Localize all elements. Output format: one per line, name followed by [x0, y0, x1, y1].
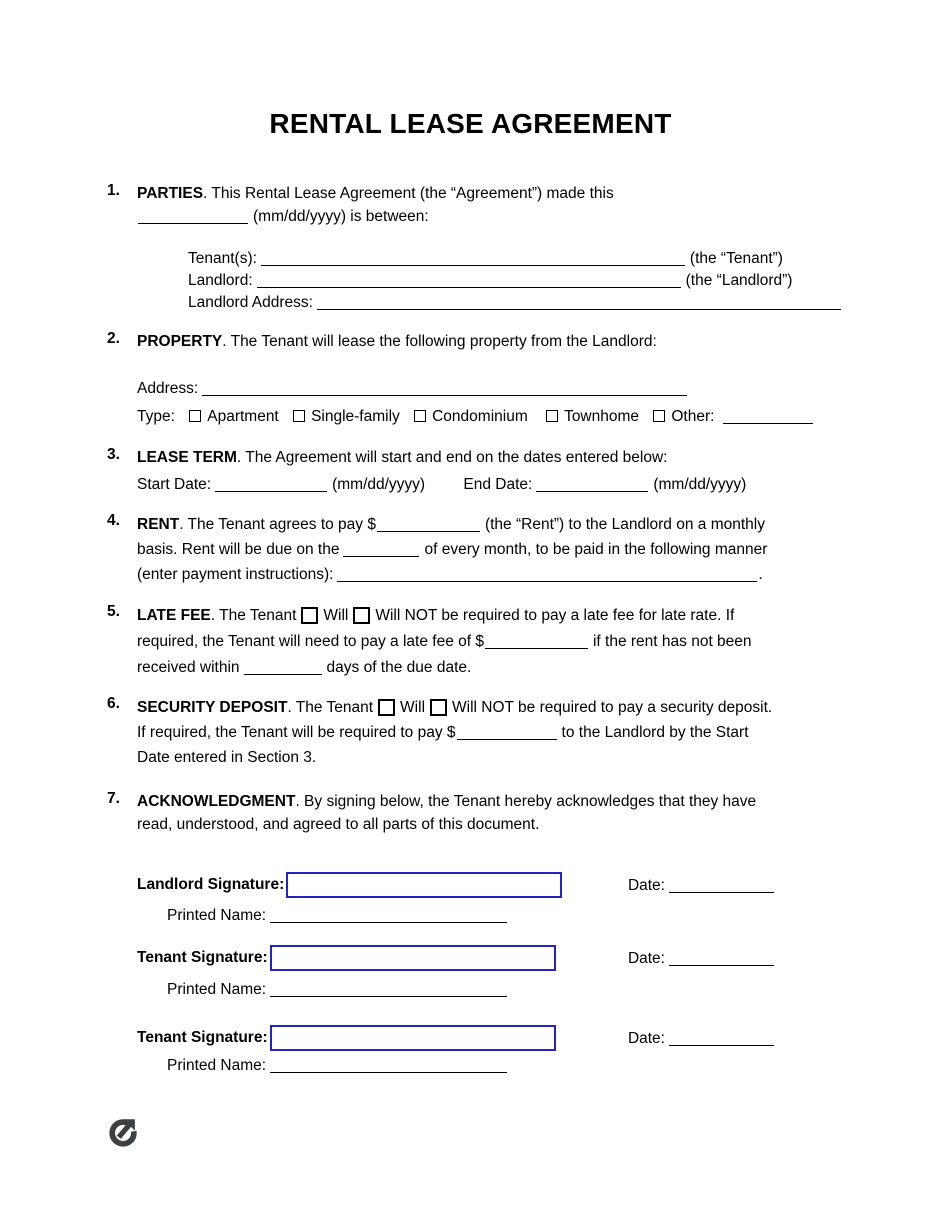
section-heading: RENT — [137, 516, 180, 533]
section-number: 2. — [107, 330, 120, 347]
printed-name-row — [167, 1055, 834, 1077]
deposit-will-label: Will — [400, 699, 426, 716]
end-date-format: (mm/dd/yyyy) — [653, 476, 747, 493]
end-date-label: End Date: — [463, 476, 533, 493]
townhome-checkbox[interactable] — [546, 410, 558, 422]
rent-text: . The Tenant agrees to pay $ — [179, 516, 376, 533]
date-group — [628, 949, 779, 968]
signature-date-blank — [669, 1029, 774, 1046]
type-option-apartment — [189, 408, 279, 425]
parties-fill-block — [188, 248, 846, 314]
townhome-label: Townhome — [564, 408, 640, 425]
section-number: 7. — [107, 790, 120, 807]
tenant-signature-row-1 — [137, 945, 779, 971]
late-fee-line-2 — [137, 629, 834, 655]
tenant-row — [188, 248, 846, 270]
signature-date-blank — [669, 876, 774, 893]
section-security-deposit — [107, 695, 834, 770]
landlord-signature-input[interactable] — [286, 872, 562, 898]
lease-term-text: . The Agreement will start and end on the dates entered below: — [236, 449, 668, 466]
type-option-other — [653, 408, 714, 425]
date-label: Date: — [627, 876, 665, 894]
printed-name-label: Printed Name: — [167, 981, 267, 998]
late-fee-line-3 — [137, 655, 834, 681]
deposit-will-checkbox[interactable] — [378, 699, 395, 716]
tenant-signature-row-2 — [137, 1025, 779, 1051]
deposit-line-3 — [137, 745, 834, 770]
tenant-signature-label: Tenant Signature: — [137, 1029, 268, 1046]
deposit-amount-blank — [457, 723, 557, 740]
rent-text: (enter payment instructions): — [137, 566, 334, 583]
section-heading: LEASE TERM — [137, 449, 237, 466]
property-address-blank — [202, 379, 687, 396]
acknowledgment-line-1 — [137, 790, 834, 813]
lease-dates-row — [137, 473, 834, 496]
section-heading: SECURITY DEPOSIT — [137, 699, 288, 716]
acknowledgment-text: . By signing below, the Tenant hereby acknowledges that they have — [295, 793, 757, 810]
section-parties — [107, 182, 834, 314]
address-label: Address: — [137, 380, 199, 397]
condominium-checkbox[interactable] — [414, 410, 426, 422]
deposit-text: If required, the Tenant will be required to pay $ — [137, 724, 456, 741]
deposit-text: . The Tenant — [287, 699, 374, 716]
tenant-label: Tenant(s): — [188, 250, 257, 267]
late-fee-text: . The Tenant — [210, 607, 297, 624]
rent-text: of every month, to be paid in the following manner — [424, 541, 768, 558]
section-rent — [107, 512, 834, 587]
landlord-label: Landlord: — [188, 272, 253, 289]
date-label: Date: — [627, 1029, 665, 1047]
tenant-suffix: (the “Tenant”) — [689, 250, 783, 267]
document-footer — [107, 1115, 834, 1154]
landlord-address-row — [188, 292, 846, 314]
apartment-checkbox[interactable] — [189, 410, 201, 422]
due-day-blank — [343, 540, 419, 557]
parties-text: . This Rental Lease Agreement (the “Agreement”) made this — [203, 185, 614, 202]
type-option-single-family — [293, 408, 400, 425]
start-date-format: (mm/dd/yyyy) — [332, 476, 426, 493]
printed-name-label: Printed Name: — [167, 1057, 267, 1074]
date-group — [628, 876, 779, 895]
section-acknowledgment — [107, 790, 834, 836]
late-fee-text: required, the Tenant will need to pay a late fee of $ — [137, 633, 484, 650]
tenant-signature-input-1[interactable] — [270, 945, 556, 971]
landlord-signature-label: Landlord Signature: — [137, 876, 285, 893]
landlord-row — [188, 270, 846, 292]
landlord-signature-row — [137, 872, 779, 898]
rent-text: basis. Rent will be due on the — [137, 541, 340, 558]
late-fee-amount-blank — [485, 632, 588, 649]
section-number: 6. — [107, 695, 120, 712]
section-property — [107, 330, 834, 428]
start-date-blank — [215, 475, 327, 492]
start-date-label: Start Date: — [137, 476, 212, 493]
parties-line-1 — [137, 182, 846, 205]
type-option-townhome — [546, 408, 639, 425]
property-address-row — [137, 377, 834, 400]
rent-line-3 — [137, 562, 834, 587]
property-text: . The Tenant will lease the following property from the Landlord: — [222, 333, 657, 350]
printed-name-label: Printed Name: — [167, 907, 267, 924]
section-heading: LATE FEE — [137, 607, 211, 624]
section-heading: PARTIES — [137, 185, 204, 202]
deposit-text: to the Landlord by the Start — [561, 724, 749, 741]
parties-line-2 — [137, 205, 846, 228]
acknowledgment-text: read, understood, and agreed to all parts of this document. — [137, 816, 540, 833]
section-number: 1. — [107, 182, 120, 199]
section-late-fee — [107, 603, 834, 681]
late-fee-text: received within — [137, 659, 240, 676]
type-label: Type: — [137, 408, 175, 425]
page-title: RENTAL LEASE AGREEMENT — [269, 108, 672, 139]
date-group — [628, 1029, 779, 1048]
signature-date-blank — [669, 949, 774, 966]
parties-text: (mm/dd/yyyy) is between: — [253, 208, 429, 225]
section-heading: ACKNOWLEDGMENT — [137, 793, 296, 810]
single-family-label: Single-family — [311, 408, 400, 425]
tenant-name-blank — [261, 249, 685, 266]
landlord-address-blank — [317, 293, 841, 310]
date-label: Date: — [627, 949, 665, 967]
late-fee-will-checkbox[interactable] — [301, 607, 318, 624]
tenant-signature-label: Tenant Signature: — [137, 949, 268, 966]
condominium-label: Condominium — [432, 408, 528, 425]
late-fee-will-not-checkbox[interactable] — [353, 607, 370, 624]
printed-name-blank — [270, 906, 507, 923]
other-label: Other: — [671, 408, 715, 425]
deposit-will-not-checkbox[interactable] — [430, 699, 447, 716]
late-fee-text: if the rent has not been — [592, 633, 752, 650]
section-number: 5. — [107, 603, 120, 620]
property-line-1 — [137, 330, 834, 353]
late-fee-will-label: Will — [323, 607, 349, 624]
rent-amount-blank — [377, 515, 480, 532]
landlord-suffix: (the “Landlord”) — [685, 272, 793, 289]
circular-arrow-logo-icon — [107, 1115, 141, 1149]
payment-instructions-blank — [337, 565, 757, 582]
section-lease-term — [107, 446, 834, 496]
type-option-condominium — [414, 408, 528, 425]
other-type-blank — [723, 407, 813, 424]
printed-name-row — [167, 905, 834, 927]
end-date-blank — [536, 475, 648, 492]
rent-line-2 — [137, 537, 834, 562]
late-fee-text: days of the due date. — [326, 659, 472, 676]
single-family-checkbox[interactable] — [293, 410, 305, 422]
other-checkbox[interactable] — [653, 410, 665, 422]
deposit-text: Will NOT be required to pay a security deposit. — [452, 699, 773, 716]
apartment-label: Apartment — [207, 408, 279, 425]
deposit-line-2 — [137, 720, 834, 745]
deposit-line-1 — [137, 695, 834, 720]
late-days-blank — [244, 658, 322, 675]
rent-text: (the “Rent”) to the Landlord on a monthly — [484, 516, 765, 533]
section-heading: PROPERTY — [137, 333, 223, 350]
rent-text: . — [758, 566, 763, 583]
late-fee-line-1 — [137, 603, 834, 629]
printed-name-row — [167, 979, 834, 1001]
property-type-row — [137, 405, 834, 428]
section-number: 3. — [107, 446, 120, 463]
printed-name-blank — [270, 980, 507, 997]
acknowledgment-line-2 — [137, 813, 834, 836]
rent-line-1 — [137, 512, 834, 537]
deposit-text: Date entered in Section 3. — [137, 749, 317, 766]
lease-term-line-1 — [137, 446, 834, 469]
date-made-blank — [138, 207, 248, 224]
late-fee-text: Will NOT be required to pay a late fee for late rate. If — [375, 607, 735, 624]
printed-name-blank — [270, 1056, 507, 1073]
tenant-signature-input-2[interactable] — [270, 1025, 556, 1051]
landlord-address-label: Landlord Address: — [188, 294, 313, 311]
section-number: 4. — [107, 512, 120, 529]
landlord-name-blank — [257, 271, 681, 288]
